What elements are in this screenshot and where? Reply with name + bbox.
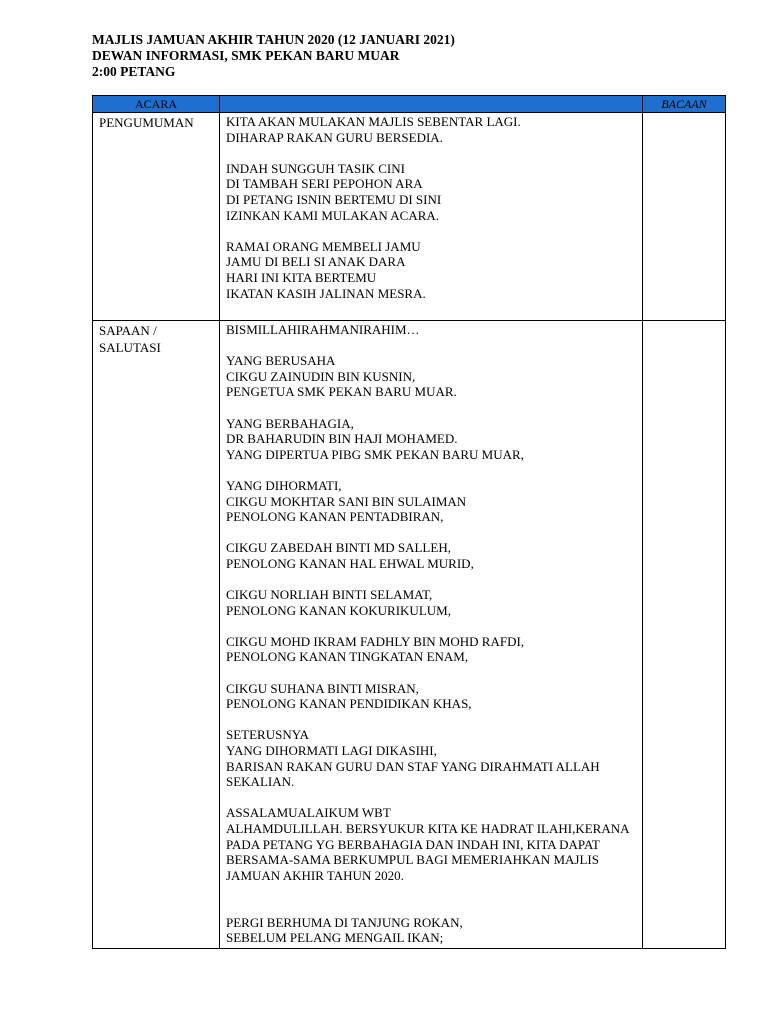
content-line: RAMAI ORANG MEMBELI JAMU bbox=[226, 238, 421, 254]
content-line bbox=[226, 883, 636, 899]
content-line: PENOLONG KANAN TINGKATAN ENAM, bbox=[226, 649, 469, 665]
content-line: BARISAN RAKAN GURU DAN STAF YANG DIRAHMATI ALLAH bbox=[226, 758, 600, 774]
content-line: YANG BERUSAHA bbox=[226, 353, 336, 369]
content-line bbox=[226, 712, 636, 728]
content-line: YANG DIHORMATI, bbox=[226, 477, 342, 493]
table-row bbox=[93, 113, 726, 321]
content-line: PENGETUA SMK PEKAN BARU MUAR. bbox=[226, 384, 457, 400]
content-line: CIKGU SUHANA BINTI MISRAN, bbox=[226, 680, 419, 696]
content-line bbox=[226, 899, 636, 915]
table-header-row bbox=[93, 96, 726, 113]
content-line: ALHAMDULILLAH. BERSYUKUR KITA KE HADRAT ILAHI,KERANA bbox=[226, 821, 630, 836]
event-title: MAJLIS JAMUAN AKHIR TAHUN 2020 (12 JANUARI 2021) bbox=[92, 32, 455, 47]
content-cell bbox=[220, 321, 643, 949]
column-header-content bbox=[220, 96, 643, 113]
content-line: CIKGU ZAINUDIN BIN KUSNIN, bbox=[226, 368, 416, 384]
content-line: IZINKAN KAMI MULAKAN ACARA. bbox=[226, 207, 440, 223]
content-line: PENOLONG KANAN KOKURIKULUM, bbox=[226, 602, 451, 618]
content-line: CIKGU MOKHTAR SANI BIN SULAIMAN bbox=[226, 493, 467, 509]
acara-cell bbox=[93, 321, 220, 949]
content-line: PENOLONG KANAN PENDIDIKAN KHAS, bbox=[226, 696, 472, 712]
content-line: YANG DIPERTUA PIBG SMK PEKAN BARU MUAR, bbox=[226, 446, 524, 462]
acara-cell bbox=[93, 113, 220, 321]
content-line: SETERUSNYA bbox=[226, 727, 310, 743]
document-header bbox=[92, 32, 455, 80]
acara-label: SALUTASI bbox=[99, 340, 161, 355]
acara-label: SAPAAN / bbox=[99, 323, 157, 338]
content-line: YANG BERBAHAGIA, bbox=[226, 415, 354, 431]
content-line bbox=[226, 665, 636, 681]
content-line: DR BAHARUDIN BIN HAJI MOHAMED. bbox=[226, 431, 458, 447]
acara-label: PENGUMUMAN bbox=[99, 115, 194, 130]
content-line: CIKGU NORLIAH BINTI SELAMAT, bbox=[226, 587, 433, 603]
content-line: PENOLONG KANAN HAL EHWAL MURID, bbox=[226, 555, 474, 571]
content-line: INDAH SUNGGUH TASIK CINI bbox=[226, 160, 405, 176]
column-header-acara: ACARA bbox=[93, 96, 220, 113]
content-line: PENOLONG KANAN PENTADBIRAN, bbox=[226, 509, 444, 525]
content-line: CIKGU ZABEDAH BINTI MD SALLEH, bbox=[226, 540, 451, 556]
content-line: IKATAN KASIH JALINAN MESRA. bbox=[226, 285, 426, 301]
content-line bbox=[226, 400, 636, 416]
content-line bbox=[226, 338, 636, 354]
agenda-table bbox=[92, 95, 726, 949]
table-row bbox=[93, 321, 726, 949]
content-line bbox=[226, 223, 636, 239]
content-line: BERSAMA-SAMA BERKUMPUL BAGI MEMERIAHKAN MAJLIS bbox=[226, 852, 599, 868]
content-line: JAMUAN AKHIR TAHUN 2020. bbox=[226, 867, 404, 883]
content-line: ASSALAMUALAIKUM WBT bbox=[226, 805, 391, 821]
content-line: KITA AKAN MULAKAN MAJLIS SEBENTAR LAGI. bbox=[226, 114, 521, 129]
bacaan-cell bbox=[643, 321, 726, 949]
content-line: CIKGU MOHD IKRAM FADHLY BIN MOHD RAFDI, bbox=[226, 633, 525, 649]
content-line: DI PETANG ISNIN BERTEMU DI SINI bbox=[226, 191, 442, 207]
content-line bbox=[226, 145, 636, 161]
content-line bbox=[226, 572, 636, 588]
content-line bbox=[226, 525, 636, 541]
content-line: DI TAMBAH SERI PEPOHON ARA bbox=[226, 176, 423, 192]
bacaan-cell bbox=[643, 113, 726, 321]
content-line: PADA PETANG YG BERBAHAGIA DAN INDAH INI, KITA DAPAT bbox=[226, 836, 600, 852]
content-cell bbox=[220, 113, 643, 321]
content-line bbox=[226, 618, 636, 634]
event-venue: DEWAN INFORMASI, SMK PEKAN BARU MUAR bbox=[92, 48, 400, 63]
content-line: SEKALIAN. bbox=[226, 774, 295, 790]
content-line: BISMILLAHIRAHMANIRAHIM… bbox=[226, 322, 420, 337]
column-header-bacaan: BACAAN bbox=[643, 96, 726, 113]
event-time: 2:00 PETANG bbox=[92, 64, 176, 79]
content-line: DIHARAP RAKAN GURU BERSEDIA. bbox=[226, 129, 443, 145]
content-line: PERGI BERHUMA DI TANJUNG ROKAN, bbox=[226, 914, 463, 930]
content-line: SEBELUM PELANG MENGAIL IKAN; bbox=[226, 930, 444, 946]
content-line: JAMU DI BELI SI ANAK DARA bbox=[226, 254, 406, 270]
content-line: YANG DIHORMATI LAGI DIKASIHI, bbox=[226, 743, 437, 759]
content-line: HARI INI KITA BERTEMU bbox=[226, 269, 377, 285]
content-line bbox=[226, 462, 636, 478]
content-line bbox=[226, 790, 636, 806]
